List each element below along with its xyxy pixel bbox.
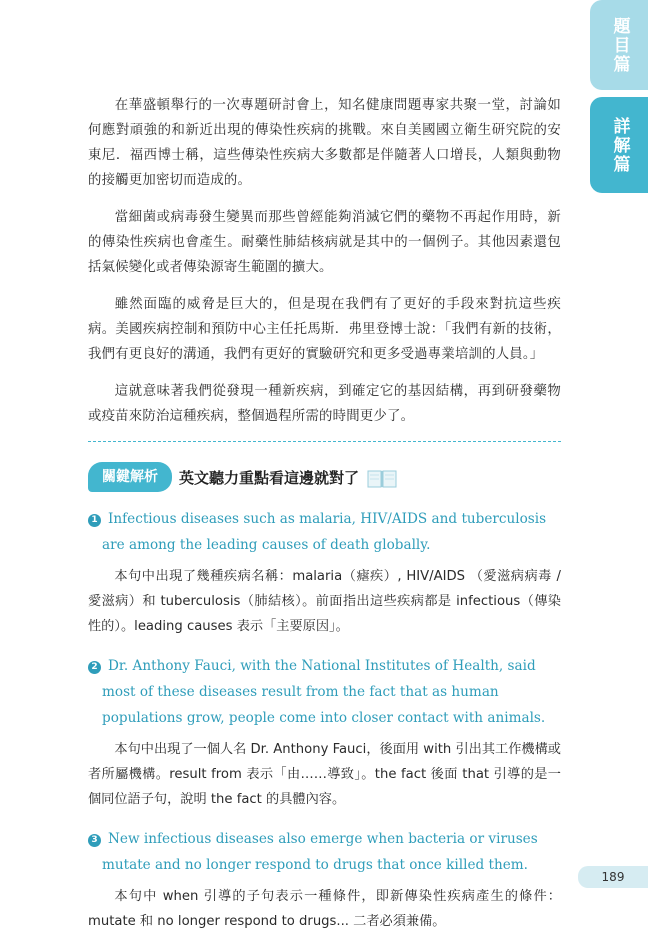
analysis-points <box>88 506 561 934</box>
tab-question-label: 題目篇 <box>609 16 630 74</box>
analysis-title: 英文聽力重點看這邊就對了 <box>179 468 360 487</box>
page-content <box>88 93 561 934</box>
english-sentence-text: New infectious diseases also emerge when bacteria or viruses mutate and no longer respond to drugs that once killed them. <box>102 831 538 873</box>
tab-answer-section[interactable] <box>590 97 648 193</box>
english-sentence <box>88 653 561 731</box>
translation-paragraph: 在華盛頓舉行的一次專題研討會上，知名健康問題專家共聚一堂，討論如何應對頑強的和新近出現的傳染性疾病的挑戰。來自美國國立衛生研究院的安東尼．福西博士稱，這些傳染性疾病大多數都是伴隨著人口增長，人類與動物的接觸更加密切而造成的。 <box>88 98 561 188</box>
section-divider <box>88 441 561 442</box>
point-number-badge: 3 <box>88 834 101 847</box>
explanation-text: 本句中出現了幾種疾病名稱：malaria（瘧疾）, HIV/AIDS （愛滋病病毒 / 愛滋病）和 tuberculosis（肺結核）。前面指出這些疾病都是 infectious（傳染性的）。leading causes 表示「主要原因」。 <box>88 569 561 634</box>
translation-paragraph: 這就意味著我們從發現一種新疾病，到確定它的基因結構，再到研發藥物或疫苗來防治這種疾病，整個過程所需的時間更少了。 <box>88 384 561 424</box>
point-number-badge: 1 <box>88 514 101 527</box>
analysis-point <box>88 506 561 639</box>
english-sentence-text: Dr. Anthony Fauci, with the National Institutes of Health, said most of these diseases result from the fact that as human populations grow, people come into closer contact with animals. <box>102 658 546 726</box>
book-icon <box>367 466 397 488</box>
tab-question-section[interactable] <box>590 0 648 90</box>
english-sentence-text: Infectious diseases such as malaria, HIV/AIDS and tuberculosis are among the leading causes of death globally. <box>102 511 547 553</box>
analysis-point <box>88 653 561 812</box>
tab-answer-label: 詳解篇 <box>609 116 630 174</box>
translation-section <box>88 93 561 429</box>
point-number-badge: 2 <box>88 661 101 674</box>
english-sentence <box>88 506 561 558</box>
analysis-badge: 關鍵解析 <box>88 462 172 492</box>
explanation-text: 本句中出現了一個人名 Dr. Anthony Fauci，後面用 with 引出其工作機構或者所屬機構。result from 表示「由……導致」。the fact 後面 that 引導的是一個同位語子句，說明 the fact 的具體內容。 <box>88 742 561 807</box>
analysis-point <box>88 826 561 934</box>
explanation-text: 本句中 when 引導的子句表示一種條件，即新傳染性疾病產生的條件：mutate 和 no longer respond to drugs... 二者必須兼備。 <box>88 889 561 929</box>
english-sentence <box>88 826 561 878</box>
analysis-header <box>88 462 561 492</box>
page-number: 189 <box>578 866 648 888</box>
translation-paragraph: 當細菌或病毒發生變異而那些曾經能夠消滅它們的藥物不再起作用時，新的傳染性疾病也會產生。耐藥性肺結核病就是其中的一個例子。其他因素還包括氣候變化或者傳染源寄生範圍的擴大。 <box>88 210 561 275</box>
translation-paragraph: 雖然面臨的威脅是巨大的，但是現在我們有了更好的手段來對抗這些疾病。美國疾病控制和預防中心主任托馬斯．弗里登博士說：「我們有新的技術，我們有更良好的溝通，我們有更好的實驗研究和更多受過專業培訓的人員。」 <box>88 297 561 362</box>
